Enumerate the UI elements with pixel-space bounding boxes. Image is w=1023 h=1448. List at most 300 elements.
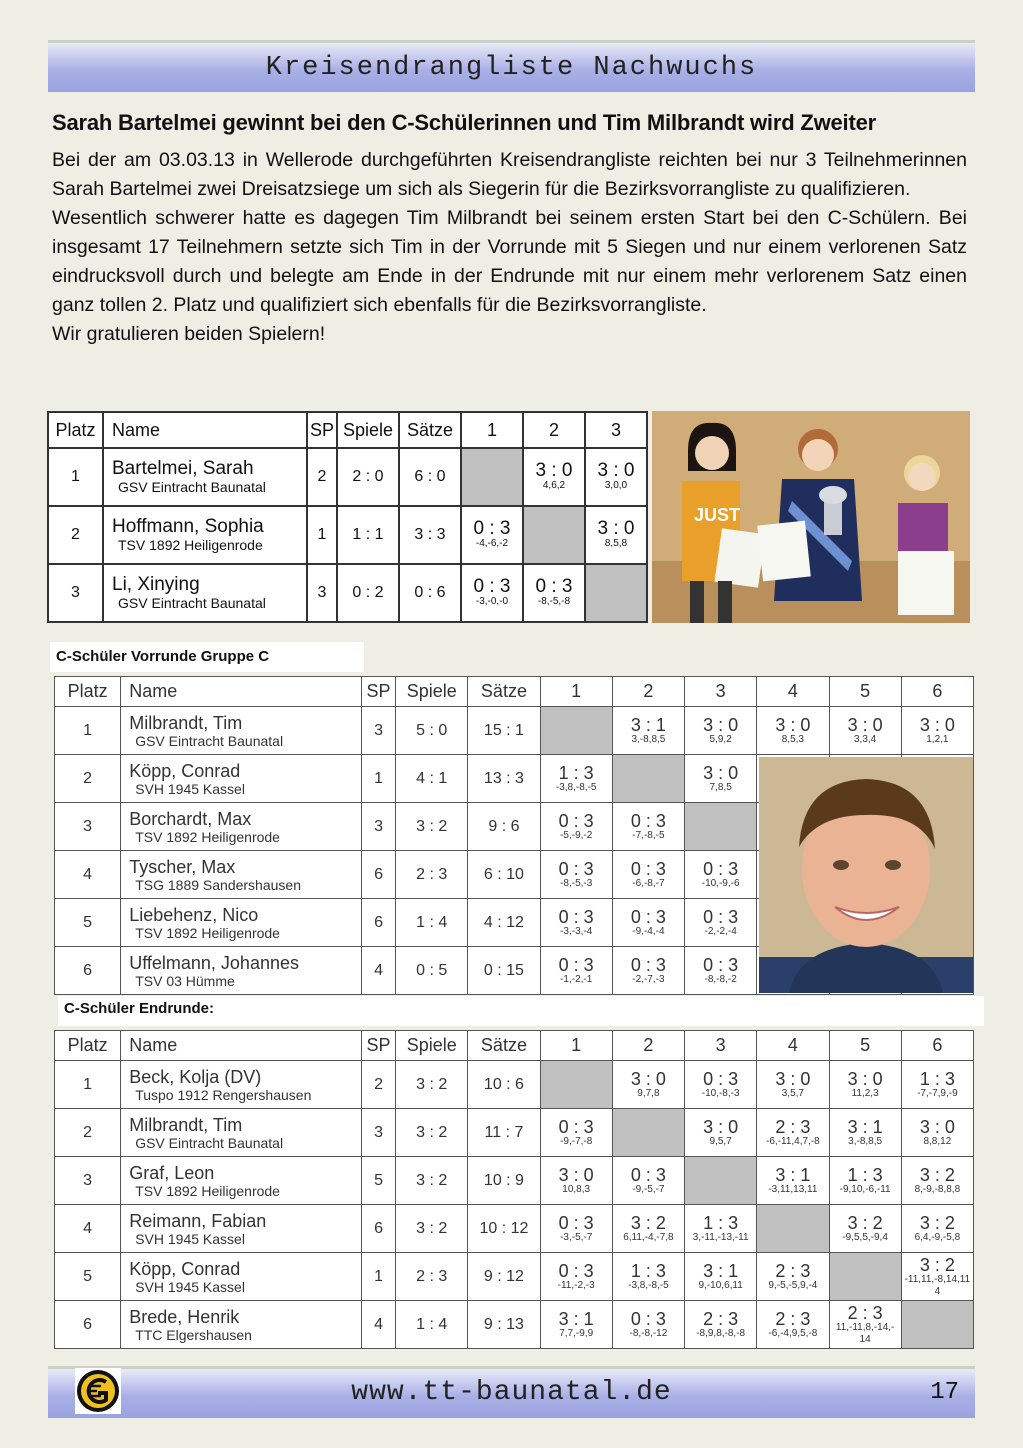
cell-spiele: 3 : 2	[396, 1109, 468, 1157]
cell-sp: 4	[361, 947, 395, 995]
set-details: -3,11,13,11	[768, 1183, 818, 1195]
match-score: 3 : 2	[919, 1164, 955, 1185]
column-header-saetze: Sätze	[468, 677, 540, 707]
cell-sp: 1	[361, 1253, 395, 1301]
match-score: 3 : 0	[919, 1116, 955, 1137]
match-score: 0 : 3	[535, 576, 573, 597]
player-club: Tuspo 1912 Rengershausen	[135, 1086, 312, 1103]
cell-result	[685, 851, 757, 899]
column-header-opponent: 3	[685, 1031, 757, 1061]
cell-self	[757, 1205, 829, 1253]
cell-player	[121, 755, 362, 803]
header-banner	[48, 40, 975, 92]
cell-result	[901, 707, 973, 755]
cell-saetze: 0 : 6	[399, 564, 461, 622]
cell-spiele: 0 : 2	[337, 564, 399, 622]
column-header-opponent: 2	[612, 1031, 684, 1061]
cell-result	[685, 1253, 757, 1301]
set-details: 7,7,-9,9	[559, 1327, 594, 1339]
cell-result	[901, 1157, 973, 1205]
cell-saetze: 9 : 12	[468, 1253, 540, 1301]
player-name: Milbrandt, Tim	[129, 712, 243, 733]
column-header-opponent: 2	[612, 677, 684, 707]
cell-platz: 6	[55, 947, 121, 995]
match-score: 0 : 3	[558, 1260, 594, 1281]
set-details: -10,-9,-6	[701, 877, 740, 889]
article-paragraph: Wesentlich schwerer hatte es dagegen Tim Milbrandt bei seinem ersten Start bei den C-Schülern. Bei insgesamt 17 Teilnehmern setzte sich Tim in der Vorrunde mit 5 Siegen und nur einem verlorenen Satz eindrucksvoll durch und belegte am Ende in der Endrunde mit nur einem mehr verlorenem Satz einen ganz tollen 2. Platz und qualifiziert sich ebenfalls für die Bezirksvorrangliste.	[52, 207, 967, 316]
set-details: -3,8,-8,-5	[628, 1279, 669, 1291]
cell-result	[829, 1109, 901, 1157]
cell-saetze: 13 : 3	[468, 755, 540, 803]
set-details: -2,-7,-3	[632, 973, 665, 985]
table-row	[55, 1253, 974, 1301]
player-club: TSV 1892 Heiligenrode	[135, 924, 280, 941]
cell-self	[540, 707, 612, 755]
set-details: 8,5,8	[604, 538, 628, 549]
match-score: 3 : 0	[558, 1164, 594, 1185]
set-details: -8,9,8,-8,-8	[696, 1327, 746, 1339]
match-score: 0 : 3	[630, 858, 666, 879]
player-club: SVH 1945 Kassel	[135, 1278, 245, 1295]
cell-platz: 1	[55, 707, 121, 755]
player-name: Uffelmann, Johannes	[129, 952, 299, 973]
set-details: 8,-9,-8,8,8	[914, 1183, 961, 1195]
cell-spiele: 2 : 3	[396, 1253, 468, 1301]
column-header-sp: SP	[361, 1031, 395, 1061]
player-club: GSV Eintracht Baunatal	[135, 1134, 284, 1151]
cell-saetze: 9 : 6	[468, 803, 540, 851]
player-name: Milbrandt, Tim	[129, 1114, 243, 1135]
cell-saetze: 4 : 12	[468, 899, 540, 947]
player-club: GSV Eintracht Baunatal	[135, 732, 284, 749]
set-details: 6,11,-4,-7,8	[623, 1231, 674, 1243]
cell-result	[757, 1061, 829, 1109]
set-details: 1,2,1	[926, 733, 949, 745]
column-header-opponent: 1	[540, 1031, 612, 1061]
cell-spiele: 3 : 2	[396, 1205, 468, 1253]
set-details: 3,5,7	[781, 1087, 804, 1099]
set-details: -8,-8,-2	[704, 973, 737, 985]
set-details: -3,-3,-4	[560, 925, 593, 937]
cell-saetze: 10 : 12	[468, 1205, 540, 1253]
footer-banner	[48, 1366, 975, 1418]
cell-result	[612, 803, 684, 851]
match-score: 3 : 0	[535, 460, 573, 481]
svg-text:JUST: JUST	[694, 505, 741, 525]
match-score: 2 : 3	[775, 1260, 811, 1281]
cell-spiele: 1 : 4	[396, 899, 468, 947]
cell-saetze: 11 : 7	[468, 1109, 540, 1157]
match-score: 3 : 0	[919, 714, 955, 735]
match-score: 3 : 2	[919, 1212, 955, 1233]
set-details: 3,0,0	[604, 480, 628, 491]
cell-result	[757, 707, 829, 755]
column-header-opponent: 1	[540, 677, 612, 707]
match-score: 3 : 1	[558, 1308, 594, 1329]
set-details: -9,10,-6,-11	[839, 1183, 891, 1195]
column-header-opponent: 5	[829, 1031, 901, 1061]
player-club: TSV 1892 Heiligenrode	[118, 537, 263, 553]
cell-player	[121, 707, 362, 755]
cell-player	[121, 1157, 362, 1205]
cell-platz: 3	[55, 803, 121, 851]
cell-result	[540, 1205, 612, 1253]
cell-result	[685, 755, 757, 803]
cell-result	[461, 506, 523, 564]
cell-result	[540, 899, 612, 947]
cell-spiele: 1 : 1	[337, 506, 399, 564]
match-score: 0 : 3	[558, 954, 594, 975]
column-header-opponent: 3	[585, 412, 647, 448]
match-score: 0 : 3	[630, 1308, 666, 1329]
player-club: SVH 1945 Kassel	[135, 1230, 245, 1247]
table-row	[55, 1109, 974, 1157]
cell-player	[121, 1061, 362, 1109]
set-details: 4,6,2	[542, 480, 566, 491]
set-details: 9,5,7	[709, 1135, 732, 1147]
cell-platz: 3	[48, 564, 103, 622]
match-score: 0 : 3	[473, 518, 511, 539]
set-details: -8,-5,-3	[560, 877, 593, 889]
match-score: 2 : 3	[703, 1308, 739, 1329]
player-name: Köpp, Conrad	[129, 1258, 241, 1279]
set-details: 6,4,-9,-5,8	[914, 1231, 961, 1243]
player-name: Beck, Kolja (DV)	[129, 1066, 262, 1087]
match-score: 0 : 3	[703, 954, 739, 975]
table-row	[55, 1205, 974, 1253]
set-details: -5,-9,-2	[560, 829, 593, 841]
cell-sp: 2	[307, 448, 337, 506]
cell-self	[612, 1109, 684, 1157]
cell-result	[685, 1205, 757, 1253]
cell-result	[523, 448, 585, 506]
cell-result	[540, 1157, 612, 1205]
cell-self	[829, 1253, 901, 1301]
cell-result	[585, 506, 647, 564]
cell-platz: 3	[55, 1157, 121, 1205]
cell-platz: 1	[55, 1061, 121, 1109]
cell-saetze: 6 : 10	[468, 851, 540, 899]
set-details: 3,3,4	[853, 733, 877, 745]
column-header-spiele: Spiele	[396, 677, 468, 707]
table-row	[55, 1157, 974, 1205]
cell-self	[685, 803, 757, 851]
set-details: -7,-7,9,-9	[917, 1087, 958, 1099]
match-score: 0 : 3	[558, 858, 594, 879]
set-details: -8,-8,-12	[629, 1327, 668, 1339]
match-score: 1 : 3	[558, 762, 594, 783]
column-header-opponent: 5	[829, 677, 901, 707]
column-header-opponent: 3	[685, 677, 757, 707]
match-score: 3 : 2	[919, 1254, 955, 1275]
cell-result	[829, 1205, 901, 1253]
article-headline: Sarah Bartelmei gewinnt bei den C-Schülerinnen und Tim Milbrandt wird Zweiter	[52, 110, 876, 135]
column-header-spiele: Spiele	[396, 1031, 468, 1061]
cell-sp: 6	[361, 899, 395, 947]
cell-self	[685, 1157, 757, 1205]
match-score: 3 : 0	[775, 714, 811, 735]
cell-result	[901, 1109, 973, 1157]
column-header-opponent: 2	[523, 412, 585, 448]
set-details: -9,5,5,-9,4	[842, 1231, 888, 1243]
set-details: 3,-8,8,5	[631, 733, 666, 745]
cell-player	[103, 564, 307, 622]
cell-spiele: 2 : 0	[337, 448, 399, 506]
cell-result	[685, 1061, 757, 1109]
set-details: 8,8,12	[923, 1135, 952, 1147]
cell-result	[612, 851, 684, 899]
cell-result	[757, 1253, 829, 1301]
match-score: 3 : 0	[847, 1068, 883, 1089]
cell-player	[121, 947, 362, 995]
match-score: 2 : 3	[847, 1302, 883, 1323]
player-name: Bartelmei, Sarah	[112, 458, 254, 479]
set-details: 11,-11,8,-14,- 14	[835, 1321, 895, 1345]
cell-platz: 1	[48, 448, 103, 506]
cell-result	[523, 564, 585, 622]
cell-saetze: 15 : 1	[468, 707, 540, 755]
set-details: -6,-4,9,5,-8	[768, 1327, 818, 1339]
cell-result	[612, 899, 684, 947]
column-header-opponent: 6	[901, 677, 973, 707]
set-details: -9,-4,-4	[632, 925, 665, 937]
table-row	[55, 1301, 974, 1349]
cell-platz: 6	[55, 1301, 121, 1349]
set-details: -2,-2,-4	[704, 925, 737, 937]
cell-saetze: 0 : 15	[468, 947, 540, 995]
cell-result	[685, 1109, 757, 1157]
cell-result	[540, 851, 612, 899]
table-row	[48, 564, 647, 622]
page-title: Kreisendrangliste Nachwuchs	[265, 53, 758, 83]
player-club: GSV Eintracht Baunatal	[118, 595, 266, 611]
match-score: 0 : 3	[630, 906, 666, 927]
cell-result	[540, 803, 612, 851]
cell-sp: 3	[361, 803, 395, 851]
set-details: -4,-6,-2	[475, 538, 509, 549]
cell-result	[461, 564, 523, 622]
girls-ranking-table	[47, 411, 648, 623]
cell-sp: 5	[361, 1157, 395, 1205]
column-header-sp: SP	[307, 412, 337, 448]
cell-result	[540, 947, 612, 995]
cell-result	[829, 707, 901, 755]
cell-spiele: 3 : 2	[396, 1157, 468, 1205]
column-header-opponent: 4	[757, 1031, 829, 1061]
table-row	[55, 1061, 974, 1109]
cell-player	[103, 448, 307, 506]
cell-player	[121, 851, 362, 899]
set-details: -9,-5,-7	[632, 1183, 665, 1195]
match-score: 0 : 3	[558, 1116, 594, 1137]
endrunde-ranking-table	[54, 1030, 974, 1349]
match-score: 0 : 3	[558, 906, 594, 927]
cell-result	[585, 448, 647, 506]
set-details: 7,8,5	[709, 781, 732, 793]
player-club: TSV 1892 Heiligenrode	[135, 1182, 280, 1199]
table-row	[48, 506, 647, 564]
set-details: -11,11,-8,14,11 4	[904, 1273, 971, 1297]
match-score: 3 : 0	[630, 1068, 666, 1089]
player-name: Tyscher, Max	[129, 856, 236, 877]
cell-sp: 1	[307, 506, 337, 564]
player-portrait-photo	[759, 757, 973, 993]
cell-spiele: 4 : 1	[396, 755, 468, 803]
endrunde-label: C-Schüler Endrunde:	[58, 996, 984, 1026]
player-name: Brede, Henrik	[129, 1306, 240, 1327]
vorrunde-label: C-Schüler Vorrunde Gruppe C	[50, 642, 364, 672]
cell-sp: 6	[361, 1205, 395, 1253]
cell-spiele: 5 : 0	[396, 707, 468, 755]
cell-result	[612, 1301, 684, 1349]
set-details: -7,-8,-5	[632, 829, 665, 841]
set-details: -6,-8,-7	[632, 877, 665, 889]
match-score: 3 : 1	[630, 714, 666, 735]
match-score: 0 : 3	[703, 858, 739, 879]
column-header-platz: Platz	[48, 412, 103, 448]
set-details: 3,-11,-13,-11	[692, 1231, 749, 1243]
cell-spiele: 2 : 3	[396, 851, 468, 899]
match-score: 3 : 0	[703, 762, 739, 783]
set-details: -8,-5,-8	[537, 596, 571, 607]
player-name: Borchardt, Max	[129, 808, 252, 829]
cell-saetze: 9 : 13	[468, 1301, 540, 1349]
set-details: -3,-5,-7	[560, 1231, 593, 1243]
cell-platz: 5	[55, 1253, 121, 1301]
website-url[interactable]: www.tt-baunatal.de	[351, 1377, 672, 1408]
cell-result	[829, 1061, 901, 1109]
match-score: 3 : 0	[847, 714, 883, 735]
cell-result	[757, 1157, 829, 1205]
column-header-opponent: 1	[461, 412, 523, 448]
cell-platz: 2	[55, 1109, 121, 1157]
cell-player	[121, 1253, 362, 1301]
cell-result	[829, 1157, 901, 1205]
cell-spiele: 3 : 2	[396, 1061, 468, 1109]
cell-result	[612, 1205, 684, 1253]
match-score: 0 : 3	[473, 576, 511, 597]
cell-result	[540, 755, 612, 803]
set-details: 5,9,2	[709, 733, 732, 745]
match-score: 2 : 3	[775, 1308, 811, 1329]
player-club: GSV Eintracht Baunatal	[118, 479, 266, 495]
set-details: 8,5,3	[781, 733, 804, 745]
article-paragraph: Bei der am 03.03.13 in Wellerode durchgeführten Kreisendrangliste reichten bei nur 3 Teilnehmerinnen Sarah Bartelmei zwei Dreisatzsiege um sich als Siegerin für die Bezirksvorrangliste zu qualifizieren.	[52, 149, 967, 200]
cell-result	[540, 1109, 612, 1157]
cell-result	[540, 1301, 612, 1349]
column-header-name: Name	[103, 412, 307, 448]
cell-player	[121, 803, 362, 851]
girls-winners-photo	[652, 411, 970, 623]
match-score: 3 : 1	[847, 1116, 883, 1137]
match-score: 3 : 2	[630, 1212, 666, 1233]
player-club: TSV 1892 Heiligenrode	[135, 828, 280, 845]
set-details: 11,2,3	[851, 1087, 879, 1099]
cell-result	[612, 707, 684, 755]
match-score: 3 : 0	[703, 1116, 739, 1137]
cell-platz: 4	[55, 1205, 121, 1253]
match-score: 3 : 1	[703, 1260, 739, 1281]
cell-saetze: 6 : 0	[399, 448, 461, 506]
cell-player	[121, 1109, 362, 1157]
cell-result	[757, 1109, 829, 1157]
cell-sp: 6	[361, 851, 395, 899]
cell-result	[685, 707, 757, 755]
player-club: TSV 03 Hümme	[135, 972, 235, 989]
cell-sp: 3	[307, 564, 337, 622]
set-details: 3,-8,8,5	[848, 1135, 883, 1147]
cell-player	[103, 506, 307, 564]
cell-result	[612, 1157, 684, 1205]
column-header-saetze: Sätze	[399, 412, 461, 448]
set-details: -3,8,-8,-5	[555, 781, 597, 793]
match-score: 2 : 3	[775, 1116, 811, 1137]
set-details: 9,-5,-5,9,-4	[768, 1279, 818, 1291]
cell-result	[757, 1301, 829, 1349]
match-score: 1 : 3	[847, 1164, 883, 1185]
cell-saetze: 3 : 3	[399, 506, 461, 564]
match-score: 0 : 3	[630, 810, 666, 831]
cell-result	[612, 1253, 684, 1301]
cell-sp: 4	[361, 1301, 395, 1349]
cell-result	[612, 1061, 684, 1109]
match-score: 0 : 3	[558, 1212, 594, 1233]
cell-sp: 3	[361, 1109, 395, 1157]
player-name: Liebehenz, Nico	[129, 904, 259, 925]
cell-result	[612, 947, 684, 995]
cell-platz: 2	[48, 506, 103, 564]
cell-self	[612, 755, 684, 803]
cell-result	[829, 1301, 901, 1349]
set-details: -3,-0,-0	[475, 596, 509, 607]
cell-saetze: 10 : 9	[468, 1157, 540, 1205]
page-number: 17	[930, 1379, 959, 1406]
match-score: 0 : 3	[630, 1164, 666, 1185]
set-details: 10,8,3	[562, 1183, 591, 1195]
article-paragraph: Wir gratulieren beiden Spielern!	[52, 323, 326, 345]
column-header-name: Name	[121, 677, 362, 707]
match-score: 3 : 2	[847, 1212, 883, 1233]
column-header-platz: Platz	[55, 1031, 121, 1061]
cell-player	[121, 1205, 362, 1253]
cell-spiele: 0 : 5	[396, 947, 468, 995]
player-name: Graf, Leon	[129, 1162, 215, 1183]
cell-player	[121, 899, 362, 947]
match-score: 3 : 0	[703, 714, 739, 735]
player-name: Reimann, Fabian	[129, 1210, 267, 1231]
cell-self	[901, 1301, 973, 1349]
cell-player	[121, 1301, 362, 1349]
cell-spiele: 1 : 4	[396, 1301, 468, 1349]
cell-self	[461, 448, 523, 506]
set-details: -9,-7,-8	[560, 1135, 593, 1147]
match-score: 0 : 3	[630, 954, 666, 975]
match-score: 1 : 3	[703, 1212, 739, 1233]
cell-sp: 1	[361, 755, 395, 803]
cell-result	[685, 899, 757, 947]
match-score: 0 : 3	[703, 906, 739, 927]
player-club: SVH 1945 Kassel	[135, 780, 245, 797]
match-score: 1 : 3	[630, 1260, 666, 1281]
cell-result	[685, 947, 757, 995]
cell-result	[540, 1253, 612, 1301]
set-details: -11,-2,-3	[557, 1279, 595, 1291]
set-details: -6,-11,4,7,-8	[766, 1135, 820, 1147]
column-header-sp: SP	[361, 677, 395, 707]
match-score: 3 : 0	[597, 518, 635, 539]
player-name: Li, Xinying	[112, 574, 200, 595]
player-name: Hoffmann, Sophia	[112, 516, 264, 537]
